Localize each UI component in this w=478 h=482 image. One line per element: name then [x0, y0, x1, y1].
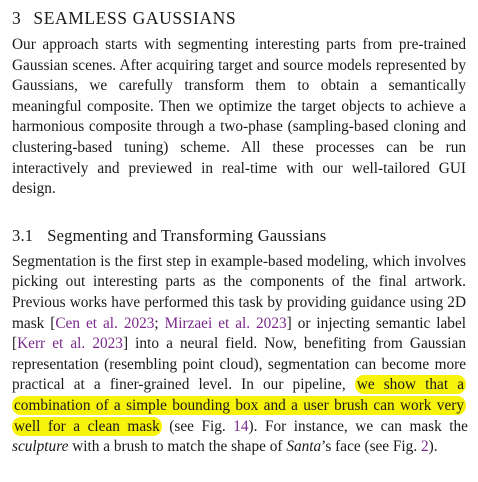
subsection-paragraph [12, 252, 466, 458]
highlighted-text: we show that a combination of a simple bounding box and a user brush can work very well for a clean mask [14, 376, 464, 435]
body-text: ). [428, 438, 438, 456]
section-title: SEAMLESS GAUSSIANS [33, 8, 237, 28]
citation-link[interactable]: Kerr et al. 2023 [17, 335, 123, 353]
body-text: ; [154, 314, 165, 332]
body-text: ). For instance, we can mask the [248, 417, 468, 435]
citation-link[interactable]: Cen et al. 2023 [55, 314, 155, 332]
body-text: (see Fig. [161, 417, 234, 435]
section-number: 3 [12, 8, 22, 28]
subsection-heading [12, 224, 466, 248]
subsection-number: 3.1 [12, 225, 34, 245]
body-text: with a brush to match the shape of [68, 438, 287, 456]
figure-reference-link[interactable]: 14 [233, 417, 249, 435]
subsection-title: Segmenting and Transforming Gaussians [47, 225, 327, 245]
figure-reference-link[interactable]: 2 [420, 438, 429, 456]
emphasis-text: sculpture [12, 438, 69, 456]
body-text: ’s face (see Fig. [321, 438, 421, 456]
body-text: Segmentation is the first step in example-based modeling, which involves picking out interesting parts as the components of the final artwork. Previous works have performed this task by providing guidance using 2D mask [ [12, 252, 466, 332]
section-intro-paragraph: Our approach starts with segmenting interesting parts from pre-trained Gaussian scenes. After acquiring target and source models represented by Gaussians, we carefully transform them to obtain a semantically meaningful composite. Then we optimize the target objects to achieve a harmonious composite through a two-phase (sampling-based cloning and clustering-based tuning) scheme. All these processes can be run interactively and previewed in real-time with our well-tailored GUI design. [12, 36, 466, 198]
citation-link[interactable]: Mirzaei et al. 2023 [164, 314, 287, 332]
paper-page [12, 6, 466, 458]
emphasis-text: Santa [286, 438, 322, 456]
section-heading [12, 6, 466, 31]
body-text: ] or injecting semantic label [ [12, 314, 466, 353]
body-text: ] into a neural field. Now, benefiting from Gaussian representation (resembling point cloud), segmentation can become more practical at a finer-grained level. In our pipeline, [12, 335, 466, 394]
